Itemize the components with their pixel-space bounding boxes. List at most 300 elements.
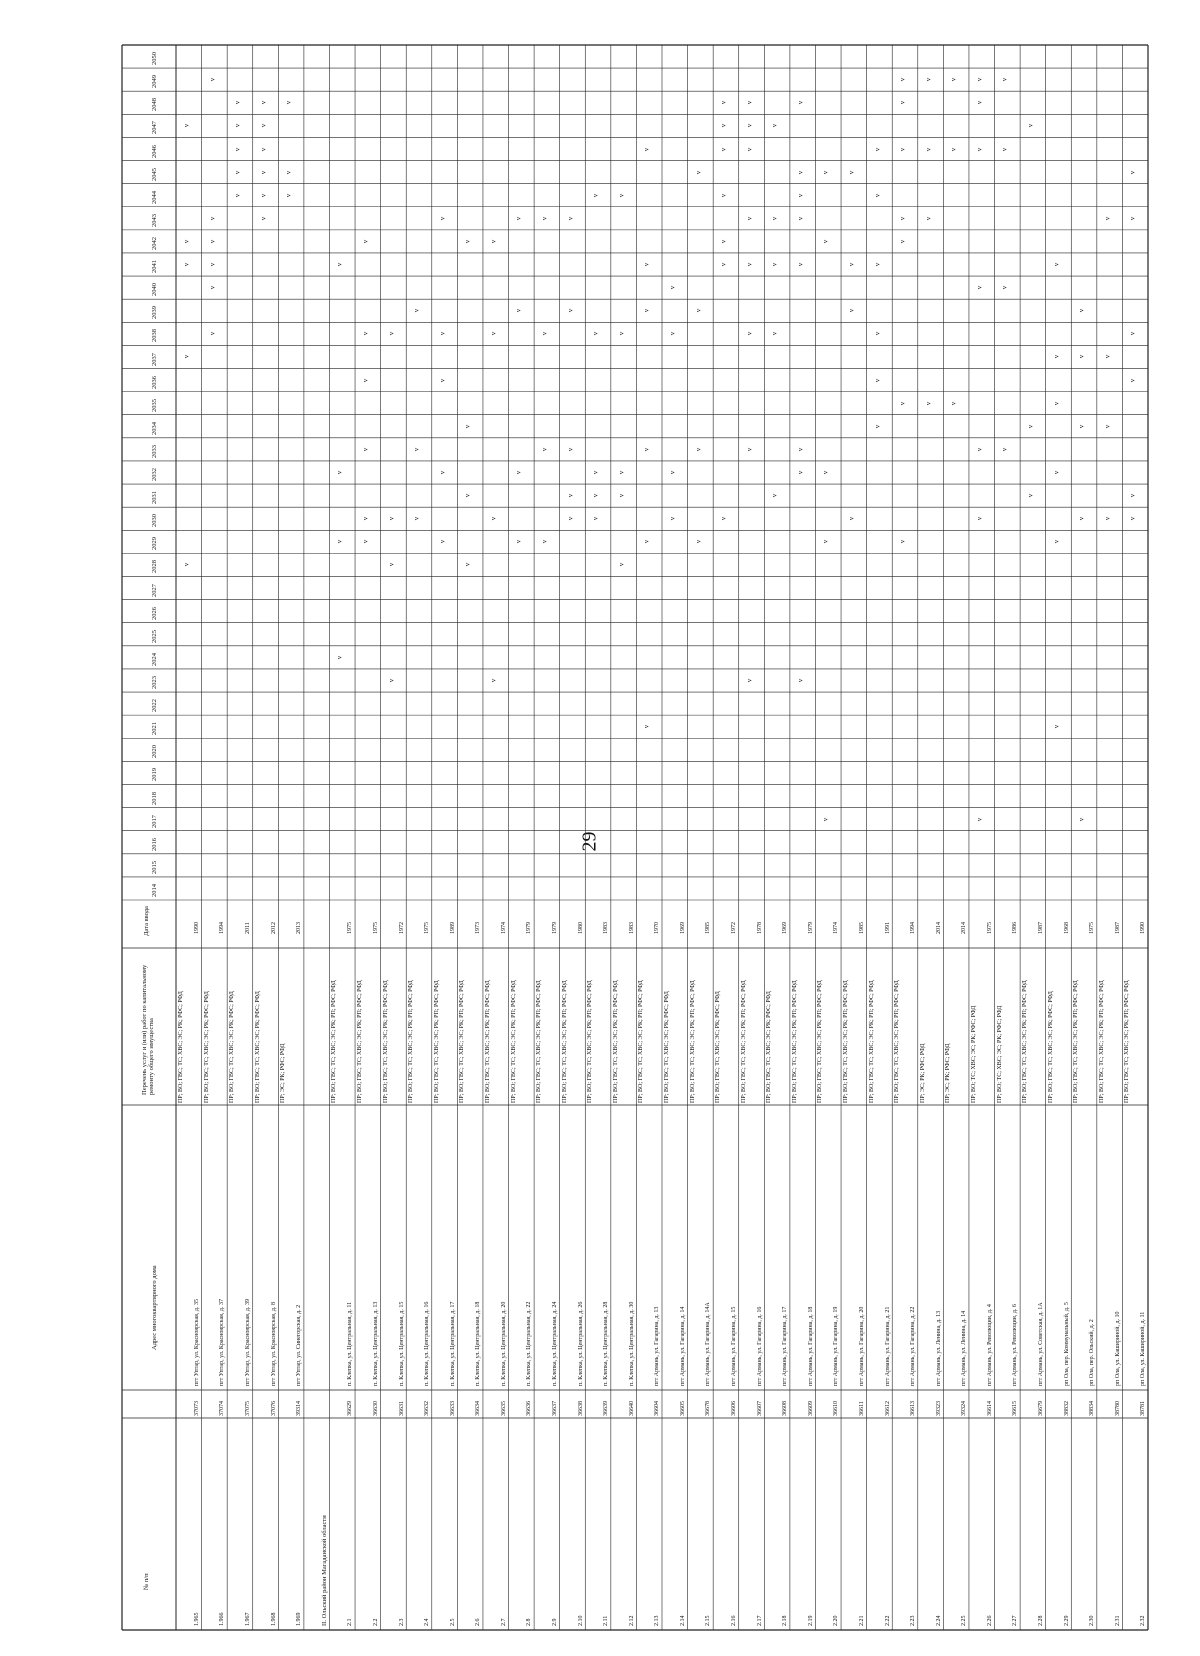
row-date: 2014: [935, 922, 942, 934]
schedule-mark: v: [668, 285, 677, 290]
schedule-mark: v: [1128, 493, 1137, 498]
schedule-mark: v: [1103, 216, 1112, 221]
row-num: 2.31: [1114, 1615, 1121, 1626]
row-address: пгт Уптар, ул. Красноярская, д. 8: [270, 1302, 277, 1386]
row-num: 2.10: [577, 1615, 584, 1626]
row-address: п. Клепка, ул. Центральная, д. 17: [449, 1301, 456, 1386]
row-works: ПР; ВО; ГВС; ТС; ХВС; ЭС; РК; РП; РФС; РФД: [817, 980, 824, 1103]
schedule-mark: v: [361, 447, 370, 452]
schedule-mark: v: [258, 101, 267, 105]
schedule-mark: v: [361, 239, 370, 244]
schedule-mark: v: [437, 216, 446, 221]
row-address: п. Клепка, ул. Центральная, д. 11: [347, 1301, 354, 1386]
schedule-mark: v: [207, 332, 216, 336]
schedule-mark: v: [489, 239, 498, 244]
row-works: ПР; ВО; ГВС; ТС; ХВС; ЭС; РК; РП; РФС; РФД: [843, 980, 850, 1103]
schedule-mark: v: [1051, 540, 1060, 544]
row-num: 2.18: [782, 1615, 789, 1626]
row-num: 2.4: [424, 1618, 431, 1626]
row-date: 2014: [961, 922, 968, 934]
schedule-mark: v: [898, 216, 907, 221]
row-date: 1983: [628, 922, 635, 934]
row-address: п. Клепка, ул. Центральная, д. 13: [372, 1301, 379, 1386]
row-num: 2.8: [526, 1618, 533, 1626]
row-date: 1994: [219, 922, 226, 934]
schedule-mark: v: [514, 470, 523, 475]
row-date: 1974: [833, 922, 840, 934]
row-num: 2.28: [1038, 1615, 1044, 1626]
schedule-mark: v: [412, 517, 421, 521]
schedule-mark: v: [1000, 447, 1009, 452]
schedule-mark: v: [514, 216, 523, 221]
row-address: пгт Армань, ул. Советская, д. 1А: [1038, 1302, 1044, 1386]
row-date: 1990: [1140, 922, 1147, 934]
row-works: ПР; ЭС; РК; РФС; РФД: [280, 1043, 287, 1103]
schedule-mark: v: [207, 262, 216, 267]
schedule-mark: v: [1103, 517, 1112, 521]
schedule-mark: v: [207, 216, 216, 221]
row-code: 36629: [347, 1401, 354, 1416]
schedule-mark: v: [233, 124, 242, 128]
row-num: 2.32: [1140, 1615, 1147, 1626]
schedule-mark: v: [796, 262, 805, 267]
schedule-mark: v: [719, 193, 728, 197]
schedule-mark: v: [847, 170, 856, 174]
schedule-mark: v: [693, 309, 702, 313]
header-year: 2035: [151, 398, 158, 412]
schedule-mark: v: [949, 401, 958, 405]
schedule-mark: v: [719, 124, 728, 128]
schedule-mark: v: [1051, 401, 1060, 405]
schedule-mark: v: [1026, 493, 1035, 498]
schedule-mark: v: [923, 77, 932, 82]
schedule-mark: v: [437, 378, 446, 382]
row-works: ПР; ВО; ГВС; ТС; ХВС; ЭС; РК; РП; РФС; РФД: [791, 980, 798, 1103]
row-code: 36637: [552, 1401, 558, 1416]
schedule-mark: v: [796, 470, 805, 475]
schedule-mark: v: [258, 147, 267, 151]
schedule-mark: v: [744, 262, 753, 267]
row-code: 36636: [526, 1401, 533, 1416]
row-code: 36634: [475, 1401, 482, 1416]
row-works: ПР; ВО; ГВС; ТС; ХВС; ЭС; РК; РФС; РФД: [229, 991, 236, 1103]
schedule-mark: v: [642, 724, 651, 729]
header-year: 2029: [151, 537, 158, 551]
row-address: пгт Армань, ул. Революции, д. 4: [986, 1304, 993, 1386]
header-year: 2046: [151, 144, 158, 158]
row-date: 1972: [398, 922, 405, 934]
schedule-mark: v: [284, 170, 293, 174]
row-works: ПР; ВО; ГВС; ТС; ХВС; ЭС; РК; РП; РФС; РФД: [868, 980, 875, 1103]
schedule-mark: v: [258, 124, 267, 128]
row-works: ПР; ВО; ГВС; ТС; ХВС; ЭС; РК; РФС; РФД: [1047, 991, 1054, 1103]
row-date: 1987: [1114, 922, 1121, 934]
row-date: 1975: [986, 922, 993, 934]
row-num: 2.22: [884, 1615, 891, 1626]
schedule-mark: v: [898, 540, 907, 544]
row-date: 1980: [577, 922, 584, 934]
row-date: 2011: [245, 922, 252, 934]
header-year: 2023: [151, 676, 158, 690]
schedule-mark: v: [872, 193, 881, 197]
header-year: 2027: [151, 583, 158, 597]
row-date: 1983: [603, 922, 610, 934]
row-address: п. Клепка, ул. Центральная, д. 15: [398, 1301, 405, 1386]
schedule-mark: v: [412, 309, 421, 313]
row-num: 2.9: [552, 1618, 558, 1626]
row-code: 36605: [679, 1401, 686, 1416]
row-date: 1975: [1089, 922, 1096, 934]
row-num: 1.966: [219, 1612, 226, 1626]
header-year: 2028: [151, 560, 158, 574]
schedule-mark: v: [975, 447, 984, 452]
row-code: 36611: [858, 1401, 865, 1416]
row-code: 38834: [1089, 1401, 1096, 1416]
schedule-mark: v: [565, 493, 574, 498]
schedule-mark: v: [617, 470, 626, 475]
schedule-mark: v: [796, 678, 805, 683]
schedule-mark: v: [463, 493, 472, 498]
row-date: 1979: [552, 922, 558, 934]
row-date: 1990: [193, 922, 200, 934]
row-code: 36640: [628, 1401, 635, 1416]
schedule-mark: v: [284, 101, 293, 105]
row-num: 2.11: [603, 1615, 610, 1626]
row-num: 1.969: [296, 1612, 303, 1626]
header-year: 2020: [151, 745, 158, 759]
schedule-mark: v: [975, 285, 984, 290]
header-year: 2019: [151, 768, 158, 782]
schedule-mark: v: [668, 332, 677, 336]
page-number: 29: [578, 831, 601, 852]
row-works: ПР; ВО; ГВС; ТС; ХВС; ЭС; РК; РП; РФС; РФД: [587, 980, 594, 1103]
row-num: 2.13: [654, 1615, 661, 1626]
header-year: 2017: [151, 814, 158, 828]
schedule-mark: v: [335, 540, 344, 544]
schedule-mark: v: [335, 470, 344, 475]
schedule-mark: v: [233, 101, 242, 105]
schedule-mark: v: [1128, 170, 1137, 174]
schedule-mark: v: [923, 147, 932, 151]
row-works: ПР; ВО; ГВС; ТС; ХВС; ЭС; РК; РФС; РФД: [715, 991, 722, 1103]
schedule-mark: v: [847, 262, 856, 267]
row-date: 1968: [1063, 922, 1070, 934]
schedule-mark: v: [744, 147, 753, 151]
row-code: 37074: [219, 1401, 226, 1416]
schedule-mark: v: [182, 563, 191, 567]
row-num: 2.29: [1063, 1615, 1070, 1626]
row-address: пгт Армань, ул. Гагарина, д. 14А: [705, 1302, 712, 1386]
schedule-mark: v: [770, 124, 779, 128]
schedule-mark: v: [847, 517, 856, 521]
row-date: 1975: [347, 922, 354, 934]
schedule-mark: v: [617, 193, 626, 197]
row-works: ПР; ВО; ГВС; ТС; ХВС; ЭС; РК; РП; РФС; РФД: [408, 980, 415, 1103]
schedule-mark: v: [1000, 147, 1009, 151]
row-address: пгт Уптар, ул. Синегорская, д. 2: [296, 1304, 303, 1386]
schedule-mark: v: [540, 540, 549, 544]
header-year: 2050: [151, 52, 158, 66]
row-code: 39324: [961, 1401, 968, 1416]
row-address: п. Клепка, ул. Центральная, д. 18: [475, 1301, 482, 1386]
row-works: ПР; ВО; ГВС; ТС; ХВС; ЭС; РК; РП; РФС; РФД: [536, 980, 543, 1103]
schedule-mark: v: [412, 447, 421, 452]
row-works: ПР; ВО; ГВС; ТС; ХВС; ЭС; РК; РП; РФС; РФД: [510, 980, 517, 1103]
row-date: 1979: [526, 922, 533, 934]
schedule-mark: v: [489, 517, 498, 521]
schedule-mark: v: [693, 447, 702, 452]
schedule-mark: v: [668, 517, 677, 521]
row-num: 2.15: [705, 1615, 712, 1626]
row-code: 36612: [884, 1401, 891, 1416]
schedule-mark: v: [693, 540, 702, 544]
header-address: Адрес многоквартирного дома: [151, 1265, 158, 1350]
header-year: 2024: [151, 652, 158, 666]
row-code: 38781: [1140, 1401, 1147, 1416]
row-date: 1975: [372, 922, 379, 934]
schedule-mark: v: [668, 470, 677, 475]
schedule-mark: v: [361, 378, 370, 382]
row-address: п. Клепка, ул. Центральная, д. 16: [424, 1301, 431, 1386]
schedule-mark: v: [821, 817, 830, 821]
row-num: 2.3: [398, 1618, 405, 1626]
schedule-mark: v: [335, 262, 344, 267]
schedule-mark: v: [796, 170, 805, 174]
row-works: ПР; ВО; ГВС; ТС; ХВС; ЭС; РК; РП; РФС; РФД: [561, 980, 568, 1103]
row-address: п. Клепка, ул. Центральная, д. 20: [500, 1301, 507, 1386]
row-code: 36610: [833, 1401, 840, 1416]
row-code: 36606: [731, 1401, 738, 1416]
schedule-mark: v: [744, 332, 753, 336]
row-works: ПР; ВО; ГВС; ТС; ХВС; ЭС; РК; РП; РФС; РФД: [1073, 980, 1080, 1103]
schedule-mark: v: [1077, 424, 1086, 429]
row-address: рп Ола, ул. Кашириной, д. 10: [1114, 1311, 1121, 1386]
row-works: ПР; ВО; ГВС; ТС; ХВС; ЭС; РК; РП; РФС; РФД: [459, 980, 466, 1103]
row-address: рп Ола, ул. Кашириной, д. 11: [1140, 1311, 1147, 1386]
schedule-mark: v: [1103, 355, 1112, 359]
row-code: 36632: [424, 1401, 431, 1416]
schedule-mark: v: [1077, 355, 1086, 359]
row-code: 36635: [500, 1401, 507, 1416]
row-code: 36607: [756, 1401, 763, 1416]
row-address: пгт Армань, ул. Гагарина, д. 16: [756, 1306, 763, 1386]
schedule-mark: v: [182, 355, 191, 359]
schedule-mark: v: [361, 517, 370, 521]
schedule-mark: v: [233, 147, 242, 151]
schedule-mark: v: [744, 678, 753, 683]
header-year: 2015: [151, 860, 158, 874]
schedule-mark: v: [233, 170, 242, 174]
schedule-mark: v: [1026, 124, 1035, 128]
row-date: 1978: [756, 922, 763, 934]
row-address: п. Клепка, ул. Центральная, д. 26: [577, 1301, 584, 1386]
schedule-mark: v: [642, 447, 651, 452]
schedule-mark: v: [796, 101, 805, 105]
schedule-mark: v: [514, 309, 523, 313]
header-year: 2030: [151, 514, 158, 528]
row-works: ПР; ВО; ГВС; ТС; ХВС; ЭС; РК; РФС; РФД: [178, 991, 184, 1103]
schedule-mark: v: [719, 101, 728, 105]
row-works: ПР; ВО; ТС; ХВС; ЭС; РК; РФС; РФД: [970, 1005, 977, 1103]
schedule-mark: v: [540, 332, 549, 336]
schedule-mark: v: [386, 678, 395, 683]
schedule-mark: v: [514, 540, 523, 544]
row-num: 2.17: [756, 1615, 763, 1626]
schedule-mark: v: [1000, 285, 1009, 290]
row-num: 2.14: [679, 1615, 686, 1626]
schedule-mark: v: [258, 170, 267, 174]
header-date: Дата ввода: [143, 906, 150, 936]
row-works: ПР; ВО; ГВС; ТС; ХВС; ЭС; РК; РП; РФС; РФД: [1124, 980, 1131, 1103]
row-num: 2.16: [731, 1615, 738, 1626]
row-address: пгт Армань, ул. Гагарина, д. 14: [679, 1306, 686, 1386]
row-date: 1972: [731, 922, 738, 934]
header-year: 2018: [151, 791, 158, 805]
row-address: пгт Армань, ул. Гагарина, д. 20: [858, 1306, 865, 1386]
schedule-mark: v: [923, 216, 932, 221]
row-num: 2.1: [347, 1618, 354, 1626]
row-address: пгт Армань, ул. Гагарина, д. 19: [833, 1306, 840, 1386]
schedule-mark: v: [872, 332, 881, 336]
schedule-mark: v: [975, 101, 984, 105]
schedule-mark: v: [770, 493, 779, 498]
header-year: 2022: [151, 699, 158, 713]
row-address: рп Ола, пер. Коммунальный, д. 5: [1063, 1302, 1070, 1386]
schedule-mark: v: [1051, 724, 1060, 729]
schedule-mark: v: [258, 193, 267, 197]
schedule-mark: v: [796, 216, 805, 221]
schedule-mark: v: [1128, 332, 1137, 336]
row-address: пгт Уптар, ул. Красноярская, д. 35: [193, 1299, 200, 1386]
row-code: 36631: [398, 1401, 405, 1416]
row-works: ПР; ВО; ТС; ХВС; ЭС; РК; РФС; РФД: [996, 1005, 1003, 1103]
row-num: 1.965: [193, 1612, 200, 1626]
row-works: ПР; ВО; ГВС; ТС; ХВС; ЭС; РК; РФС; РФД: [664, 991, 670, 1103]
schedule-mark: v: [898, 147, 907, 151]
row-address: пгт Уптар, ул. Красноярская, д. 37: [219, 1299, 226, 1386]
row-address: пгт Армань, ул. Гагарина, д. 13: [654, 1306, 661, 1386]
schedule-mark: v: [821, 239, 830, 244]
row-num: 2.5: [449, 1618, 456, 1626]
header-year: 2041: [151, 260, 158, 274]
schedule-mark: v: [744, 124, 753, 128]
schedule-mark: v: [872, 378, 881, 382]
row-num: 2.2: [372, 1618, 379, 1626]
schedule-mark: v: [975, 517, 984, 521]
schedule-mark: v: [898, 401, 907, 405]
schedule-mark: v: [463, 424, 472, 429]
schedule-mark: v: [1077, 309, 1086, 313]
row-address: пгт Армань, ул. Гагарина, д. 15: [731, 1306, 738, 1386]
row-num: 2.24: [935, 1615, 942, 1626]
header-year: 2021: [151, 722, 158, 736]
row-code: 38780: [1114, 1401, 1121, 1416]
row-num: 2.6: [475, 1618, 482, 1626]
schedule-mark: v: [182, 262, 191, 267]
row-address: пгт Армань, ул. Гагарина, д. 22: [910, 1306, 917, 1386]
header-year: 2016: [151, 837, 158, 851]
schedule-mark: v: [361, 332, 370, 336]
header-year: 2038: [151, 329, 158, 343]
row-date: 1969: [782, 922, 789, 934]
schedule-mark: v: [233, 193, 242, 197]
row-code: 36615: [1012, 1401, 1019, 1416]
schedule-mark: v: [1000, 77, 1009, 82]
row-num: 1.967: [245, 1612, 252, 1626]
schedule-mark: v: [617, 493, 626, 498]
row-works: ПР; ВО; ГВС; ТС; ХВС; ЭС; РК; РП; РФС; РФД: [331, 980, 338, 1103]
row-works: ПР; ВО; ГВС; ТС; ХВС; ЭС; РК; РФС; РФД: [203, 991, 210, 1103]
row-num: 2.12: [628, 1615, 635, 1626]
row-date: 1991: [884, 922, 891, 934]
schedule-mark: v: [540, 447, 549, 452]
schedule-mark: v: [463, 563, 472, 567]
schedule-mark: v: [182, 124, 191, 128]
row-code: 36633: [449, 1401, 456, 1416]
row-date: 1986: [1012, 922, 1019, 934]
row-date: 1969: [679, 922, 686, 934]
schedule-mark: v: [770, 332, 779, 336]
row-code: 36639: [603, 1401, 610, 1416]
row-address: п. Клепка, ул. Центральная, д. 22: [526, 1301, 533, 1386]
header-year: 2049: [151, 75, 158, 89]
schedule-mark: v: [207, 77, 216, 82]
schedule-mark: v: [463, 239, 472, 244]
row-address: пгт Армань, ул. Революции, д. 6: [1012, 1304, 1019, 1386]
schedule-mark: v: [719, 262, 728, 267]
row-date: 1970: [654, 922, 661, 934]
schedule-mark: v: [975, 817, 984, 821]
schedule-mark: v: [591, 470, 600, 475]
schedule-mark: v: [1026, 424, 1035, 429]
schedule-mark: v: [744, 216, 753, 221]
schedule-mark: v: [744, 447, 753, 452]
row-code: 36608: [782, 1401, 789, 1416]
row-works: ПР; ВО; ГВС; ТС; ХВС; ЭС; РК; РФС; РФД: [766, 991, 773, 1103]
schedule-mark: v: [617, 563, 626, 567]
header-year: 2039: [151, 306, 158, 320]
schedule-mark: v: [565, 309, 574, 313]
schedule-mark: v: [386, 563, 395, 567]
row-code: 38832: [1063, 1401, 1070, 1416]
schedule-mark: v: [949, 147, 958, 151]
schedule-mark: v: [821, 470, 830, 475]
row-code: 36614: [986, 1401, 993, 1416]
row-num: 2.30: [1089, 1615, 1096, 1626]
header-year: 2032: [151, 468, 158, 482]
row-code: 36609: [807, 1401, 814, 1416]
header-year: 2037: [151, 352, 158, 366]
row-date: 1994: [910, 922, 917, 934]
schedule-mark: v: [1128, 517, 1137, 521]
schedule-mark: v: [847, 309, 856, 313]
row-works: ПР; ВО; ГВС; ТС; ХВС; ЭС; РК; РП; РФС; РФД: [357, 980, 364, 1103]
row-works: ПР; ВО; ГВС; ТС; ХВС; ЭС; РК; РП; РФС; РФД: [612, 980, 619, 1103]
row-num: 2.27: [1012, 1615, 1019, 1626]
row-code: 37076: [270, 1401, 277, 1416]
schedule-mark: v: [821, 170, 830, 174]
row-works: ПР; ВО; ГВС; ТС; ХВС; ЭС; РК; РП; РФС; РФД: [638, 980, 645, 1103]
schedule-mark: v: [386, 517, 395, 521]
row-works: ПР; ЭС; РК; РФС; РФД: [945, 1043, 952, 1103]
row-num: 2.26: [986, 1615, 993, 1626]
row-address: п. Клепка, ул. Центральная, д. 28: [603, 1301, 610, 1386]
schedule-mark: v: [1077, 817, 1086, 821]
schedule-mark: v: [591, 193, 600, 197]
row-code: 39314: [296, 1401, 303, 1416]
header-num: № п/п: [143, 1573, 150, 1590]
schedule-mark: v: [335, 655, 344, 660]
